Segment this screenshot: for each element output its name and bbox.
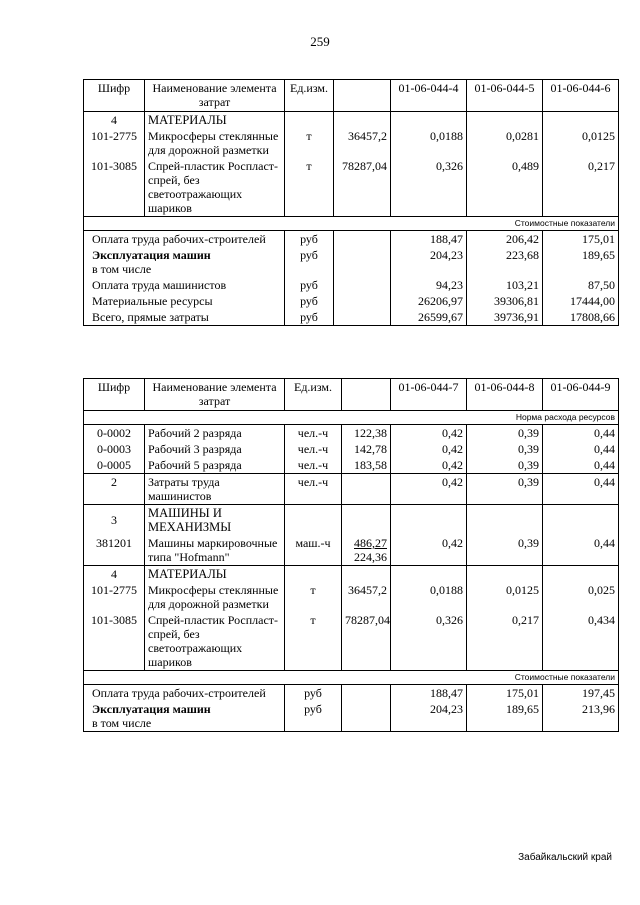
cost-value: 213,96 — [543, 701, 619, 732]
resource-code: 0-0002 — [84, 425, 145, 442]
cost-name: Эксплуатация машин — [92, 248, 211, 262]
table-row — [84, 535, 619, 566]
resource-unit: т — [285, 612, 342, 671]
resource-value: 0,44 — [543, 474, 619, 505]
cost-name: Всего, прямые затраты — [84, 309, 285, 326]
header-code: Шифр — [84, 80, 145, 112]
table-row — [84, 474, 619, 505]
header-col-3: 01-06-044-6 — [543, 80, 619, 112]
resource-price: 142,78 — [342, 441, 391, 457]
resource-value: 0,39 — [467, 474, 543, 505]
resource-price: 122,38 — [342, 425, 391, 442]
resource-value: 0,217 — [467, 612, 543, 671]
resource-value: 0,44 — [543, 457, 619, 474]
resource-name: Рабочий 5 разряда — [145, 457, 285, 474]
table-row — [84, 277, 619, 293]
resource-unit: чел.-ч — [285, 441, 342, 457]
cost-value: 223,68 — [467, 247, 543, 277]
resource-price: 36457,2 — [334, 128, 391, 158]
resource-value: 0,025 — [543, 582, 619, 612]
cost-value: 189,65 — [543, 247, 619, 277]
resource-value: 0,326 — [391, 158, 467, 217]
table-row — [84, 612, 619, 671]
resource-table-1 — [83, 79, 619, 326]
resource-value: 0,0125 — [543, 128, 619, 158]
cost-value: 39306,81 — [467, 293, 543, 309]
cost-value: 175,01 — [543, 231, 619, 248]
resource-price-alt: 224,36 — [354, 550, 387, 564]
resource-name: Затраты труда машинистов — [145, 474, 285, 505]
resource-value: 0,39 — [467, 425, 543, 442]
resource-value: 0,434 — [543, 612, 619, 671]
cost-name: Материальные ресурсы — [84, 293, 285, 309]
table-header-row — [84, 379, 619, 411]
section-title: МАТЕРИАЛЫ — [145, 112, 285, 129]
cost-unit: руб — [285, 277, 334, 293]
resource-table-2 — [83, 378, 619, 732]
resource-unit: чел.-ч — [285, 425, 342, 442]
resource-value: 0,44 — [543, 441, 619, 457]
table-row — [84, 293, 619, 309]
resource-unit: маш.-ч — [285, 535, 342, 566]
section-code: 2 — [84, 474, 145, 505]
section-title: МАШИНЫ И МЕХАНИЗМЫ — [145, 505, 285, 536]
cost-value: 17444,00 — [543, 293, 619, 309]
resource-code: 101-3085 — [84, 612, 145, 671]
resource-unit: т — [285, 158, 334, 217]
cost-unit: руб — [285, 701, 342, 732]
cost-unit: руб — [285, 293, 334, 309]
resource-price: 183,58 — [342, 457, 391, 474]
cost-value: 206,42 — [467, 231, 543, 248]
resource-code: 381201 — [84, 535, 145, 566]
cost-name: Оплата труда рабочих-строителей — [84, 231, 285, 248]
resource-price: 486,27 — [354, 536, 387, 550]
section-label: Норма расхода ресурсов — [84, 411, 619, 425]
table-row — [84, 309, 619, 326]
resource-unit: т — [285, 582, 342, 612]
cost-value: 39736,91 — [467, 309, 543, 326]
resource-value: 0,42 — [391, 441, 467, 457]
header-name: Наименование элемента затрат — [145, 80, 285, 112]
resource-unit: чел.-ч — [285, 457, 342, 474]
resource-value: 0,0188 — [391, 582, 467, 612]
section-label: Стоимостные показатели — [84, 671, 619, 685]
resource-value: 0,489 — [467, 158, 543, 217]
resource-value: 0,39 — [467, 457, 543, 474]
table-row — [84, 582, 619, 612]
resource-name: Микросферы стеклянные для дорожной разметки — [145, 582, 285, 612]
cost-sub: в том числе — [92, 716, 152, 730]
cost-name: Оплата труда машинистов — [84, 277, 285, 293]
table-row — [84, 457, 619, 474]
resource-name: Спрей-пластик Роспласт-спрей, без светоотражающих шариков — [145, 612, 285, 671]
page-number: 259 — [310, 34, 330, 49]
table-row — [84, 231, 619, 248]
table-row — [84, 701, 619, 732]
resource-name: Микросферы стеклянные для дорожной разметки — [145, 128, 285, 158]
header-price — [334, 80, 391, 112]
resource-code: 0-0005 — [84, 457, 145, 474]
section-title: МАТЕРИАЛЫ — [145, 566, 285, 583]
header-price — [342, 379, 391, 411]
section-label: Стоимостные показатели — [84, 217, 619, 231]
table-row — [84, 566, 619, 583]
resource-code: 101-2775 — [84, 582, 145, 612]
section-label-row — [84, 217, 619, 231]
resource-price: 78287,04 — [334, 158, 391, 217]
table-row — [84, 128, 619, 158]
table-row — [84, 247, 619, 277]
resource-value: 0,42 — [391, 474, 467, 505]
resource-value: 0,44 — [543, 535, 619, 566]
table-row — [84, 685, 619, 702]
resource-unit: чел.-ч — [285, 474, 342, 505]
cost-name: Эксплуатация машин — [92, 702, 211, 716]
section-code: 3 — [84, 505, 145, 536]
header-unit: Ед.изм. — [285, 80, 334, 112]
resource-value: 0,326 — [391, 612, 467, 671]
resource-value: 0,0125 — [467, 582, 543, 612]
resource-value: 0,42 — [391, 535, 467, 566]
resource-name: Машины маркировочные типа "Hofmann" — [145, 535, 285, 566]
resource-code: 101-2775 — [84, 128, 145, 158]
table-row — [84, 425, 619, 442]
resource-value: 0,217 — [543, 158, 619, 217]
table-row — [84, 505, 619, 536]
header-col-1: 01-06-044-4 — [391, 80, 467, 112]
cost-name-cell — [84, 701, 285, 732]
resource-value: 0,0281 — [467, 128, 543, 158]
resource-price-cell — [342, 535, 391, 566]
cost-value: 87,50 — [543, 277, 619, 293]
resource-unit: т — [285, 128, 334, 158]
table-header-row — [84, 80, 619, 112]
section-label-row — [84, 411, 619, 425]
cost-unit: руб — [285, 231, 334, 248]
cost-sub: в том числе — [92, 262, 152, 276]
header-col-2: 01-06-044-5 — [467, 80, 543, 112]
resource-price: 78287,04 — [342, 612, 391, 671]
header-name: Наименование элемента затрат — [145, 379, 285, 411]
resource-value: 0,0188 — [391, 128, 467, 158]
table-row — [84, 441, 619, 457]
resource-name: Рабочий 2 разряда — [145, 425, 285, 442]
cost-name: Оплата труда рабочих-строителей — [84, 685, 285, 702]
resource-value: 0,42 — [391, 425, 467, 442]
resource-name: Спрей-пластик Роспласт-спрей, без светоотражающих шариков — [145, 158, 285, 217]
header-unit: Ед.изм. — [285, 379, 342, 411]
header-code: Шифр — [84, 379, 145, 411]
resource-value: 0,39 — [467, 535, 543, 566]
header-col-2: 01-06-044-8 — [467, 379, 543, 411]
cost-value: 26206,97 — [391, 293, 467, 309]
cost-value: 26599,67 — [391, 309, 467, 326]
footer-region: Забайкальский край — [518, 852, 612, 863]
header-col-3: 01-06-044-9 — [543, 379, 619, 411]
cost-value: 204,23 — [391, 247, 467, 277]
section-code: 4 — [84, 112, 145, 129]
resource-code: 0-0003 — [84, 441, 145, 457]
resource-name: Рабочий 3 разряда — [145, 441, 285, 457]
cost-value: 188,47 — [391, 685, 467, 702]
cost-value: 204,23 — [391, 701, 467, 732]
resource-code: 101-3085 — [84, 158, 145, 217]
cost-value: 189,65 — [467, 701, 543, 732]
table-row — [84, 112, 619, 129]
cost-value: 94,23 — [391, 277, 467, 293]
cost-value: 103,21 — [467, 277, 543, 293]
cost-value: 175,01 — [467, 685, 543, 702]
resource-price: 36457,2 — [342, 582, 391, 612]
resource-value: 0,39 — [467, 441, 543, 457]
resource-value: 0,42 — [391, 457, 467, 474]
resource-value: 0,44 — [543, 425, 619, 442]
cost-value: 197,45 — [543, 685, 619, 702]
cost-value: 188,47 — [391, 231, 467, 248]
header-col-1: 01-06-044-7 — [391, 379, 467, 411]
cost-unit: руб — [285, 247, 334, 277]
cost-value: 17808,66 — [543, 309, 619, 326]
section-label-row — [84, 671, 619, 685]
section-code: 4 — [84, 566, 145, 583]
cost-unit: руб — [285, 309, 334, 326]
cost-unit: руб — [285, 685, 342, 702]
table-row — [84, 158, 619, 217]
cost-name-cell — [84, 247, 285, 277]
